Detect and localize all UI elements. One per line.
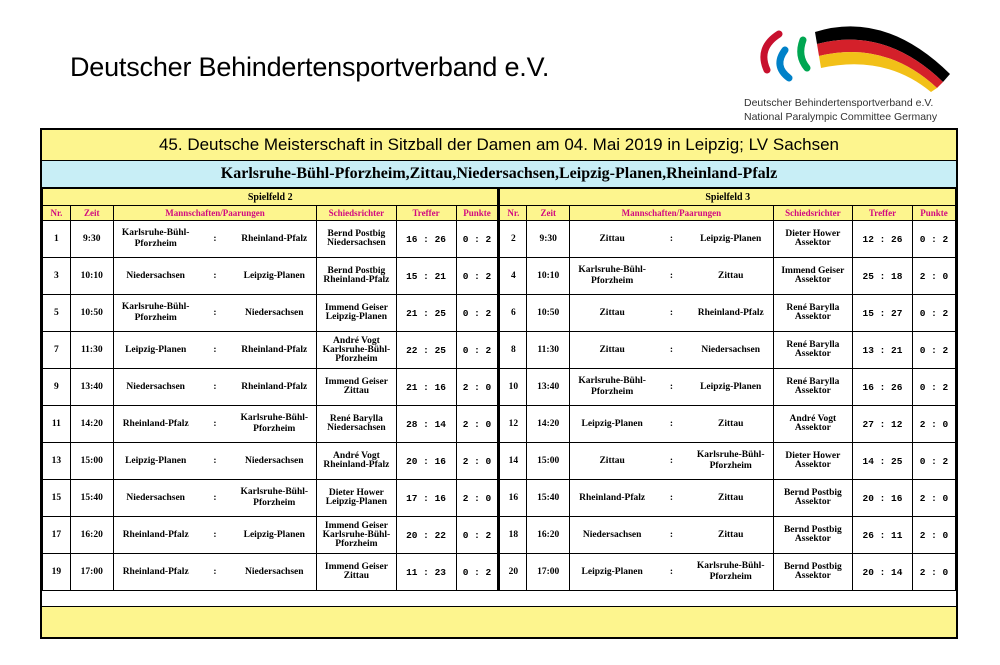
referee: Immend Geiser Assektor	[773, 258, 852, 295]
participating-teams: Karlsruhe-Bühl-Pforzheim,Zittau,Niedersachsen,Leipzig-Planen,Rheinland-Pfalz	[42, 161, 956, 188]
score: 20 : 16	[853, 480, 913, 517]
pairing-separator: :	[669, 308, 673, 318]
game-time: 16:20	[527, 517, 570, 554]
score: 27 : 12	[853, 406, 913, 443]
points: 2 : 0	[456, 480, 499, 517]
team-a: Niedersachsen	[126, 381, 185, 392]
pairing-separator: :	[213, 382, 217, 392]
col-header-zeit-field3: Zeit	[527, 206, 570, 221]
referee: Immend Geiser Karlsruhe-Bühl-Pforzheim	[317, 517, 396, 554]
referee: André Vogt Assektor	[773, 406, 852, 443]
game-time: 10:10	[527, 258, 570, 295]
game-number: 9	[43, 369, 71, 406]
team-b: Niedersachsen	[244, 307, 304, 318]
pairing-separator: :	[669, 345, 673, 355]
table-row	[43, 369, 956, 406]
team-a: Zittau	[599, 455, 625, 466]
sheet-footer	[42, 606, 956, 637]
game-time: 15:00	[70, 443, 113, 480]
team-a: Rheinland-Pfalz	[579, 492, 646, 503]
team-b: Zittau	[718, 492, 744, 503]
team-a: Zittau	[599, 307, 625, 318]
referee: René Barylla Niedersachsen	[317, 406, 396, 443]
referee: Bernd Postbig Niedersachsen	[317, 221, 396, 258]
score: 22 : 25	[396, 332, 456, 369]
score: 13 : 21	[853, 332, 913, 369]
score: 21 : 25	[396, 295, 456, 332]
game-pairing	[113, 258, 317, 295]
game-time: 9:30	[527, 221, 570, 258]
points: 0 : 2	[456, 517, 499, 554]
pairing-separator: :	[669, 234, 673, 244]
agito-blue	[780, 50, 789, 78]
team-a: Rheinland-Pfalz	[122, 529, 189, 540]
game-number: 1	[43, 221, 71, 258]
table-row	[43, 295, 956, 332]
score: 16 : 26	[396, 221, 456, 258]
team-a: Zittau	[599, 233, 625, 244]
col-header-nr-field3: Nr.	[499, 206, 527, 221]
game-number: 18	[499, 517, 527, 554]
points: 0 : 2	[456, 554, 499, 591]
pairing-separator: :	[669, 456, 673, 466]
game-pairing	[113, 369, 317, 406]
game-time: 17:00	[70, 554, 113, 591]
game-number: 15	[43, 480, 71, 517]
points: 2 : 0	[913, 258, 956, 295]
col-header-zeit-field2: Zeit	[70, 206, 113, 221]
game-time: 15:40	[527, 480, 570, 517]
championship-title: 45. Deutsche Meisterschaft in Sitzball der Damen am 04. Mai 2019 in Leipzig; LV Sachsen	[42, 130, 956, 161]
table-row	[43, 406, 956, 443]
game-number: 5	[43, 295, 71, 332]
game-pairing	[570, 221, 774, 258]
game-time: 15:40	[70, 480, 113, 517]
logo-caption-line2: National Paralympic Committee Germany	[744, 111, 938, 123]
team-a: Rheinland-Pfalz	[122, 418, 189, 429]
pairing-separator: :	[669, 567, 673, 577]
referee: Dieter Hower Assektor	[773, 443, 852, 480]
game-pairing	[113, 295, 317, 332]
table-row	[43, 480, 956, 517]
game-time: 13:40	[70, 369, 113, 406]
team-a: Niedersachsen	[126, 492, 185, 503]
game-number: 3	[43, 258, 71, 295]
pairing-separator: :	[669, 382, 673, 392]
points: 0 : 2	[913, 443, 956, 480]
points: 0 : 2	[913, 369, 956, 406]
score: 11 : 23	[396, 554, 456, 591]
referee: Dieter Hower Leipzig-Planen	[317, 480, 396, 517]
referee: René Barylla Assektor	[773, 369, 852, 406]
game-pairing	[113, 221, 317, 258]
points: 2 : 0	[456, 443, 499, 480]
referee: Bernd Postbig Assektor	[773, 480, 852, 517]
team-b: Karlsruhe-Bühl-Pforzheim	[240, 487, 309, 508]
pairing-separator: :	[213, 419, 217, 429]
table-row	[43, 258, 956, 295]
referee: Immend Geiser Leipzig-Planen	[317, 295, 396, 332]
team-b: Leipzig-Planen	[243, 270, 305, 281]
pairing-separator: :	[669, 419, 673, 429]
team-b: Niedersachsen	[701, 344, 760, 355]
game-number: 20	[499, 554, 527, 591]
pairing-separator: :	[669, 530, 673, 540]
points: 0 : 2	[456, 332, 499, 369]
points: 2 : 0	[913, 554, 956, 591]
pairing-separator: :	[669, 271, 673, 281]
team-a: Karlsruhe-Bühl-Pforzheim	[121, 302, 190, 323]
game-pairing	[113, 517, 317, 554]
game-pairing	[113, 554, 317, 591]
team-a: Leipzig-Planen	[125, 455, 187, 466]
score: 15 : 21	[396, 258, 456, 295]
game-time: 14:20	[527, 406, 570, 443]
game-number: 4	[499, 258, 527, 295]
points: 0 : 2	[913, 295, 956, 332]
team-b: Rheinland-Pfalz	[241, 344, 308, 355]
game-time: 11:30	[527, 332, 570, 369]
table-row	[43, 517, 956, 554]
team-b: Leipzig-Planen	[700, 233, 762, 244]
game-pairing	[570, 369, 774, 406]
game-number: 6	[499, 295, 527, 332]
score: 26 : 11	[853, 517, 913, 554]
game-pairing	[113, 443, 317, 480]
team-b: Niedersachsen	[244, 455, 304, 466]
points: 2 : 0	[913, 480, 956, 517]
col-header-teams-field3: Mannschaften/Paarungen	[570, 206, 774, 221]
field-2-header: Spielfeld 2	[43, 189, 499, 206]
game-pairing	[570, 517, 774, 554]
game-time: 11:30	[70, 332, 113, 369]
pairing-separator: :	[213, 234, 217, 244]
game-number: 12	[499, 406, 527, 443]
game-number: 19	[43, 554, 71, 591]
pairing-separator: :	[213, 345, 217, 355]
pairing-separator: :	[213, 308, 217, 318]
points: 2 : 0	[456, 406, 499, 443]
team-a: Rheinland-Pfalz	[122, 566, 189, 577]
game-time: 10:50	[70, 295, 113, 332]
game-pairing	[570, 295, 774, 332]
schedule-table	[42, 188, 956, 591]
game-pairing	[113, 332, 317, 369]
team-b: Leipzig-Planen	[700, 381, 762, 392]
referee: André Vogt Karlsruhe-Bühl-Pforzheim	[317, 332, 396, 369]
team-b: Niedersachsen	[244, 566, 304, 577]
team-b: Leipzig-Planen	[243, 529, 305, 540]
organization-title: Deutscher Behindertensportverband e.V.	[70, 52, 550, 82]
score: 20 : 16	[396, 443, 456, 480]
score: 21 : 16	[396, 369, 456, 406]
table-row	[43, 332, 956, 369]
referee: Immend Geiser Zittau	[317, 369, 396, 406]
points: 0 : 2	[456, 295, 499, 332]
game-number: 10	[499, 369, 527, 406]
team-a: Niedersachsen	[582, 529, 642, 540]
team-b: Zittau	[718, 418, 744, 429]
game-pairing	[570, 332, 774, 369]
team-b: Zittau	[718, 270, 744, 281]
points: 2 : 0	[913, 517, 956, 554]
agito-green	[801, 40, 807, 68]
col-header-referee-field2: Schiedsrichter	[317, 206, 396, 221]
team-b: Karlsruhe-Bühl-Pforzheim	[240, 413, 309, 434]
pairing-separator: :	[669, 493, 673, 503]
game-number: 8	[499, 332, 527, 369]
game-time: 17:00	[527, 554, 570, 591]
points: 2 : 0	[913, 406, 956, 443]
score: 20 : 14	[853, 554, 913, 591]
game-pairing	[113, 480, 317, 517]
game-number: 2	[499, 221, 527, 258]
game-pairing	[570, 554, 774, 591]
score: 15 : 27	[853, 295, 913, 332]
score: 16 : 26	[853, 369, 913, 406]
team-a: Karlsruhe-Bühl-Pforzheim	[578, 376, 646, 397]
col-header-teams-field2: Mannschaften/Paarungen	[113, 206, 317, 221]
logo-caption-line1: Deutscher Behindertensportverband e.V.	[744, 97, 934, 109]
team-b: Karlsruhe-Bühl-Pforzheim	[696, 450, 765, 471]
team-a: Leipzig-Planen	[125, 344, 187, 355]
team-b: Karlsruhe-Bühl-Pforzheim	[696, 561, 765, 582]
game-number: 17	[43, 517, 71, 554]
team-a: Leipzig-Planen	[581, 418, 643, 429]
schedule-sheet	[40, 128, 958, 639]
points: 0 : 2	[913, 221, 956, 258]
score: 25 : 18	[853, 258, 913, 295]
game-time: 10:10	[70, 258, 113, 295]
score: 12 : 26	[853, 221, 913, 258]
game-time: 10:50	[527, 295, 570, 332]
team-a: Karlsruhe-Bühl-Pforzheim	[121, 228, 190, 249]
game-pairing	[113, 406, 317, 443]
referee: René Barylla Assektor	[773, 295, 852, 332]
team-a: Karlsruhe-Bühl-Pforzheim	[578, 265, 646, 286]
team-b: Rheinland-Pfalz	[697, 307, 764, 318]
points: 2 : 0	[456, 369, 499, 406]
game-pairing	[570, 258, 774, 295]
logo-caption	[744, 96, 937, 124]
col-header-points-field2: Punkte	[456, 206, 499, 221]
game-time: 13:40	[527, 369, 570, 406]
game-number: 11	[43, 406, 71, 443]
col-header-referee-field3: Schiedsrichter	[773, 206, 852, 221]
game-time: 14:20	[70, 406, 113, 443]
field-3-header: Spielfeld 3	[499, 189, 956, 206]
game-time: 9:30	[70, 221, 113, 258]
pairing-separator: :	[213, 271, 217, 281]
team-a: Niedersachsen	[126, 270, 185, 281]
game-time: 16:20	[70, 517, 113, 554]
game-pairing	[570, 443, 774, 480]
col-header-hits-field2: Treffer	[396, 206, 456, 221]
referee: René Barylla Assektor	[773, 332, 852, 369]
pairing-separator: :	[213, 493, 217, 503]
referee: André Vogt Rheinland-Pfalz	[317, 443, 396, 480]
points: 0 : 2	[913, 332, 956, 369]
referee: Bernd Postbig Assektor	[773, 554, 852, 591]
team-a: Zittau	[599, 344, 625, 355]
game-number: 7	[43, 332, 71, 369]
game-number: 13	[43, 443, 71, 480]
referee: Bernd Postbig Assektor	[773, 517, 852, 554]
team-b: Rheinland-Pfalz	[241, 381, 308, 392]
score: 28 : 14	[396, 406, 456, 443]
game-number: 14	[499, 443, 527, 480]
game-pairing	[570, 406, 774, 443]
referee: Dieter Hower Assektor	[773, 221, 852, 258]
score: 20 : 22	[396, 517, 456, 554]
pairing-separator: :	[213, 530, 217, 540]
team-b: Zittau	[718, 529, 744, 540]
referee: Immend Geiser Zittau	[317, 554, 396, 591]
game-pairing	[570, 480, 774, 517]
points: 0 : 2	[456, 258, 499, 295]
team-a: Leipzig-Planen	[581, 566, 643, 577]
game-time: 15:00	[527, 443, 570, 480]
pairing-separator: :	[213, 567, 217, 577]
referee: Bernd Postbig Rheinland-Pfalz	[317, 258, 396, 295]
team-b: Rheinland-Pfalz	[241, 233, 308, 244]
points: 0 : 2	[456, 221, 499, 258]
table-row	[43, 554, 956, 591]
col-header-points-field3: Punkte	[913, 206, 956, 221]
table-row	[43, 221, 956, 258]
game-number: 16	[499, 480, 527, 517]
table-row	[43, 443, 956, 480]
col-header-hits-field3: Treffer	[853, 206, 913, 221]
col-header-nr-field2: Nr.	[43, 206, 71, 221]
pairing-separator: :	[213, 456, 217, 466]
score: 14 : 25	[853, 443, 913, 480]
score: 17 : 16	[396, 480, 456, 517]
